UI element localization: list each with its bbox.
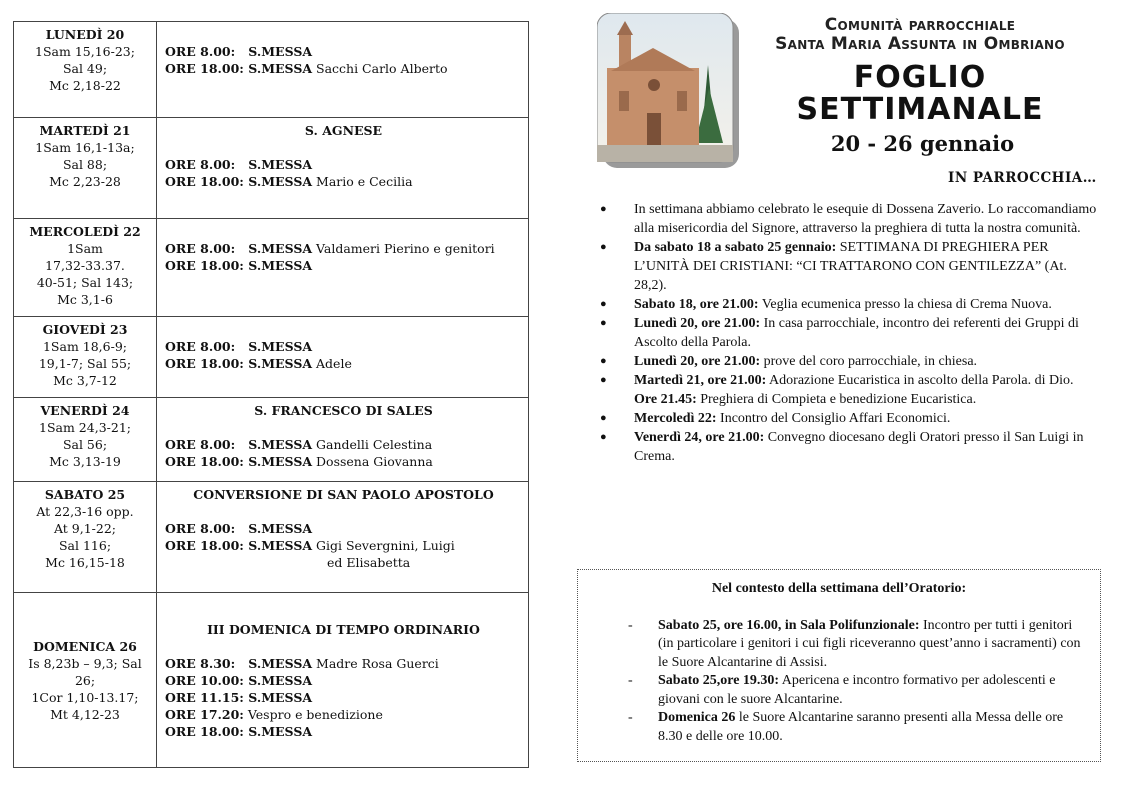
bullet-icon: ● [600,374,607,386]
day-name: VENERDÌ 24 [40,403,130,418]
mass-time: ORE 8.00: S.MESSA [165,521,313,536]
mass-time: ORE 18.00: S.MESSA [165,61,313,76]
news-highlight: Martedì 21, ore 21.00: [634,373,767,388]
mass-line [165,257,522,274]
parish-name-line1: Comunità parrocchiale [824,15,1016,35]
oratorio-item [578,709,1100,746]
oratorio-highlight: Sabato 25, ore 16.00, in Sala Polifunzionale: [658,617,920,633]
oratorio-text: Incontro per tutti i genitori (in particolare i genitori i cui figli riceveranno quest’anno i sacramenti) con le Suore Alcantarine di Assisi. [658,617,1081,670]
mass-cell [157,118,529,219]
bullet-icon: ● [600,431,607,443]
day-name: MARTEDÌ 21 [39,123,131,138]
schedule-row [14,398,529,482]
schedule-row [14,317,529,398]
news-text: Adorazione Eucaristica in ascolto della Parola. di Dio. [766,373,1074,388]
mass-time: ORE 8.30: S.MESSA [165,655,313,671]
day-cell [14,219,157,317]
mass-time: ORE 17.20: [165,706,244,722]
mass-intention: Vespro e benedizione [243,706,383,722]
section-subtitle: IN PARROCCHIA… [948,170,1097,186]
day-readings: 1Sam 17,32-33.37. 40-51; Sal 143; Mc 3,1-6 [36,241,134,307]
day-readings: 1Sam 24,3-21; Sal 56; Mc 3,13-19 [39,420,131,469]
bulletin-title-2: SETTIMANALE [796,92,1044,127]
news-highlight: Lunedì 20, ore 21.00: [634,316,761,331]
news-highlight: Da sabato 18 a sabato 25 gennaio: [634,240,837,255]
news-highlight-2: Ore 21.45: [634,392,697,407]
day-name: LUNEDÌ 20 [45,27,125,42]
parish-news-list [598,200,1098,466]
news-item [598,428,1098,466]
day-cell [14,398,157,482]
news-text: Convegno diocesano degli Oratori presso il San Luigi in Crema. [634,430,1084,464]
mass-line [165,706,522,723]
day-readings: 1Sam 15,16-23; Sal 49; Mc 2,18-22 [35,44,135,93]
mass-time: ORE 10.00: S.MESSA [165,672,313,688]
news-item [598,295,1098,314]
news-item [598,200,1098,238]
bullet-icon: ● [600,412,607,424]
news-item [598,352,1098,371]
feast-name: III DOMENICA DI TEMPO ORDINARIO [207,621,480,637]
bullet-icon: ● [600,317,607,329]
mass-line [165,355,522,372]
day-cell [14,593,157,768]
dash-bullet-icon: - [628,673,633,688]
mass-time: ORE 11.15: S.MESSA [165,689,313,705]
news-text: SETTIMANA DI PREGHIERA PER L’UNITÀ DEI CRISTIANI: “CI TRATTARONO CON GENTILEZZA” (At. 28,2). [634,240,1067,293]
mass-intention: Adele [312,356,352,371]
mass-line [165,43,522,60]
mass-intention: Madre Rosa Guerci [312,655,439,671]
mass-intention-continued: ed Elisabetta [327,555,411,570]
mass-time: ORE 18.00: S.MESSA [165,723,313,739]
oratorio-title: Nel contesto della settimana dell’Oratorio: [711,581,967,596]
oratorio-list [578,617,1100,747]
bulletin-title-1: FOGLIO [853,60,987,95]
news-text: Incontro del Consiglio Affari Economici. [716,411,951,426]
mass-line [165,453,522,470]
mass-time: ORE 18.00: S.MESSA [165,174,313,189]
mass-line [165,723,522,740]
news-highlight: Sabato 18, ore 21.00: [634,297,759,312]
schedule-row [14,482,529,593]
feast-name: S. AGNESE [304,123,383,138]
mass-line [165,689,522,706]
day-name: GIOVEDÌ 23 [42,322,128,337]
mass-cell [157,219,529,317]
mass-line [165,60,522,77]
bullet-icon: ● [600,298,607,310]
day-cell [14,317,157,398]
day-name: MERCOLEDÌ 22 [29,224,141,239]
mass-schedule-table [13,21,529,768]
news-text: In casa parrocchiale, incontro dei referenti dei Gruppi di Ascolto della Parola. [634,316,1079,350]
day-readings: Is 8,23b – 9,3; Sal 26; 1Cor 1,10-13.17; Mt 4,12-23 [28,655,142,722]
day-name: DOMENICA 26 [33,638,137,654]
dash-bullet-icon: - [628,617,633,633]
news-highlight: Venerdì 24, ore 21.00: [634,430,765,445]
mass-line [165,436,522,453]
schedule-row [14,219,529,317]
day-readings: 1Sam 18,6-9; 19,1-7; Sal 55; Mc 3,7-12 [38,339,132,388]
news-item [598,409,1098,428]
mass-time: ORE 8.00: S.MESSA [165,437,313,452]
news-item [598,371,1098,409]
mass-line [165,338,522,355]
news-highlight: Mercoledì 22: [634,411,717,426]
feast-name: S. FRANCESCO DI SALES [254,403,433,418]
news-item [598,238,1098,295]
news-text-2: Preghiera di Compieta e benedizione Eucaristica. [696,392,977,407]
spacer [165,26,522,43]
day-cell [14,118,157,219]
mass-intention: Mario e Cecilia [312,174,413,189]
mass-intention: Sacchi Carlo Alberto [312,61,448,76]
week-dates: 20 - 26 gennaio [830,131,1015,156]
news-highlight: Lunedì 20, ore 21.00: [634,354,761,369]
parish-header [760,16,1080,126]
news-text: In settimana abbiamo celebrato le esequie di Dossena Zaverio. Lo raccomandiamo alla misericordia del Signore, attraverso la preghiera di tutta la nostra comunità. [634,202,1097,236]
mass-time: ORE 8.00: S.MESSA [165,241,313,256]
oratorio-box [577,569,1101,762]
mass-time: ORE 18.00: S.MESSA [165,538,313,553]
mass-cell [157,22,529,118]
parish-name-line2: Santa Maria Assunta in Ombriano [775,34,1065,54]
mass-time: ORE 8.00: S.MESSA [165,157,313,172]
dash-bullet-icon: - [628,710,633,725]
oratorio-text: Apericena e incontro formativo per adolescenti e giovani con le suore Alcantarine. [658,673,1056,707]
mass-cell [157,482,529,593]
bullet-icon: ● [600,203,607,215]
mass-intention: Gandelli Celestina [312,437,433,452]
church-photo [597,13,739,168]
mass-intention: Gigi Severgnini, Luigi [312,538,455,553]
spacer [165,223,522,240]
mass-time: ORE 8.00: S.MESSA [165,339,313,354]
oratorio-text: le Suore Alcantarine saranno presenti alla Messa delle ore 8.30 e delle ore 10.00. [658,710,1064,744]
mass-cell [157,398,529,482]
mass-line [165,672,522,689]
schedule-row [14,22,529,118]
mass-line [165,520,522,537]
day-readings: 1Sam 16,1-13a; Sal 88; Mc 2,23-28 [35,140,135,189]
bullet-icon: ● [600,241,607,253]
mass-time: ORE 18.00: S.MESSA [165,356,313,371]
mass-time: ORE 8.00: S.MESSA [165,44,313,59]
mass-line [165,173,522,190]
schedule-row [14,593,529,768]
mass-cell [157,317,529,398]
mass-cell [157,593,529,768]
day-readings: At 22,3-16 opp. At 9,1-22; Sal 116; Mc 16,15-18 [36,504,134,570]
news-item [598,314,1098,352]
mass-line [165,655,522,672]
bullet-icon: ● [600,355,607,367]
mass-line [165,156,522,173]
day-cell [14,22,157,118]
oratorio-item [578,617,1100,673]
oratorio-highlight: Domenica 26 [658,710,736,725]
mass-intention: Valdameri Pierino e genitori [312,241,495,256]
day-name: SABATO 25 [44,487,126,502]
feast-name: CONVERSIONE DI SAN PAOLO APOSTOLO [193,487,494,502]
oratorio-highlight: Sabato 25,ore 19.30: [658,673,780,688]
mass-line [165,240,522,257]
news-text: prove del coro parrocchiale, in chiesa. [760,354,978,369]
mass-time: ORE 18.00: S.MESSA [165,258,313,273]
spacer [165,321,522,338]
schedule-row [14,118,529,219]
news-text: Veglia ecumenica presso la chiesa di Crema Nuova. [758,297,1052,312]
mass-time: ORE 18.00: S.MESSA [165,454,313,469]
day-cell [14,482,157,593]
mass-intention: Dossena Giovanna [312,454,433,469]
oratorio-item [578,672,1100,709]
mass-line [165,537,522,554]
